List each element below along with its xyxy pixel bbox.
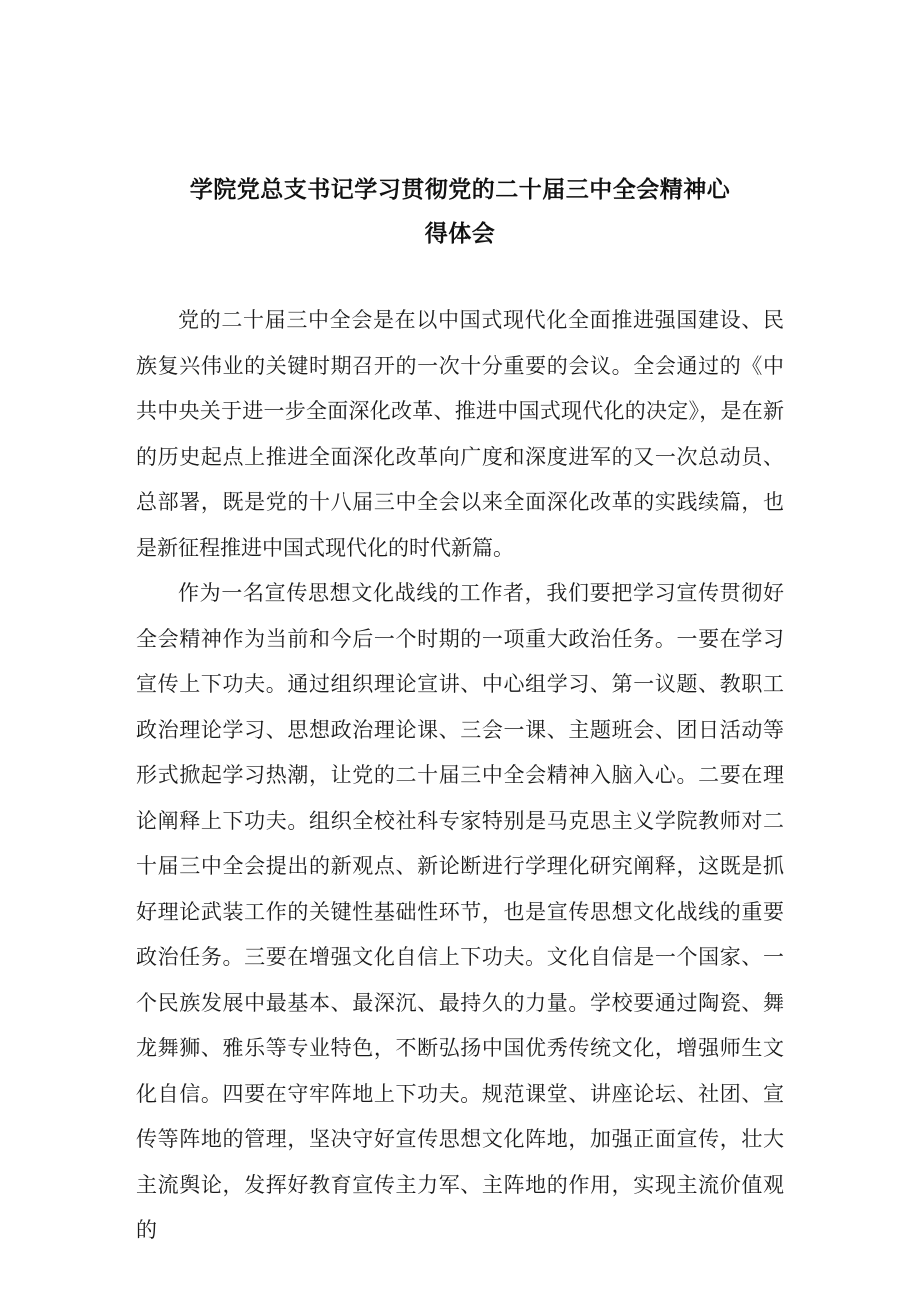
paragraph-1: 党的二十届三中全会是在以中国式现代化全面推进强国建设、民族复兴伟业的关键时期召开的一次十分重要的会议。全会通过的《中共中央关于进一步全面深化改革、推进中国式现代化的决定》，是在新的历史起点上推进全面深化改革向广度和深度进军的又一次总动员、总部署，既是党的十八届三中全会以来全面深化改革的实践续篇，也是新征程推进中国式现代化的时代新篇。 [136, 308, 784, 560]
document-title-line-1: 学院党总支书记学习贯彻党的二十届三中全会精神心 [189, 177, 731, 203]
document-body [136, 298, 784, 1254]
document-title-line-2: 得体会 [424, 221, 496, 247]
paragraph-2: 作为一名宣传思想文化战线的工作者，我们要把学习宣传贯彻好全会精神作为当前和今后一个时期的一项重大政治任务。一要在学习宣传上下功夫。通过组织理论宣讲、中心组学习、第一议题、教职工政治理论学习、思想政治理论课、三会一课、主题班会、团日活动等形式掀起学习热潮，让党的二十届三中全会精神入脑入心。二要在理论阐释上下功夫。组织全校社科专家特别是马克思主义学院教师对二十届三中全会提出的新观点、新论断进行学理化研究阐释，这既是抓好理论武装工作的关键性基础性环节，也是宣传思想文化战线的重要政治任务。三要在增强文化自信上下功夫。文化自信是一个国家、一个民族发展中最基本、最深沉、最持久的力量。学校要通过陶瓷、舞龙舞狮、雅乐等专业特色，不断弘扬中国优秀传统文化，增强师生文化自信。四要在守牢阵地上下功夫。规范课堂、讲座论坛、社团、宣传等阵地的管理，坚决守好宣传思想文化阵地，加强正面宣传，壮大主流舆论，发挥好教育宣传主力军、主阵地的作用，实现主流价值观的 [136, 581, 784, 1242]
